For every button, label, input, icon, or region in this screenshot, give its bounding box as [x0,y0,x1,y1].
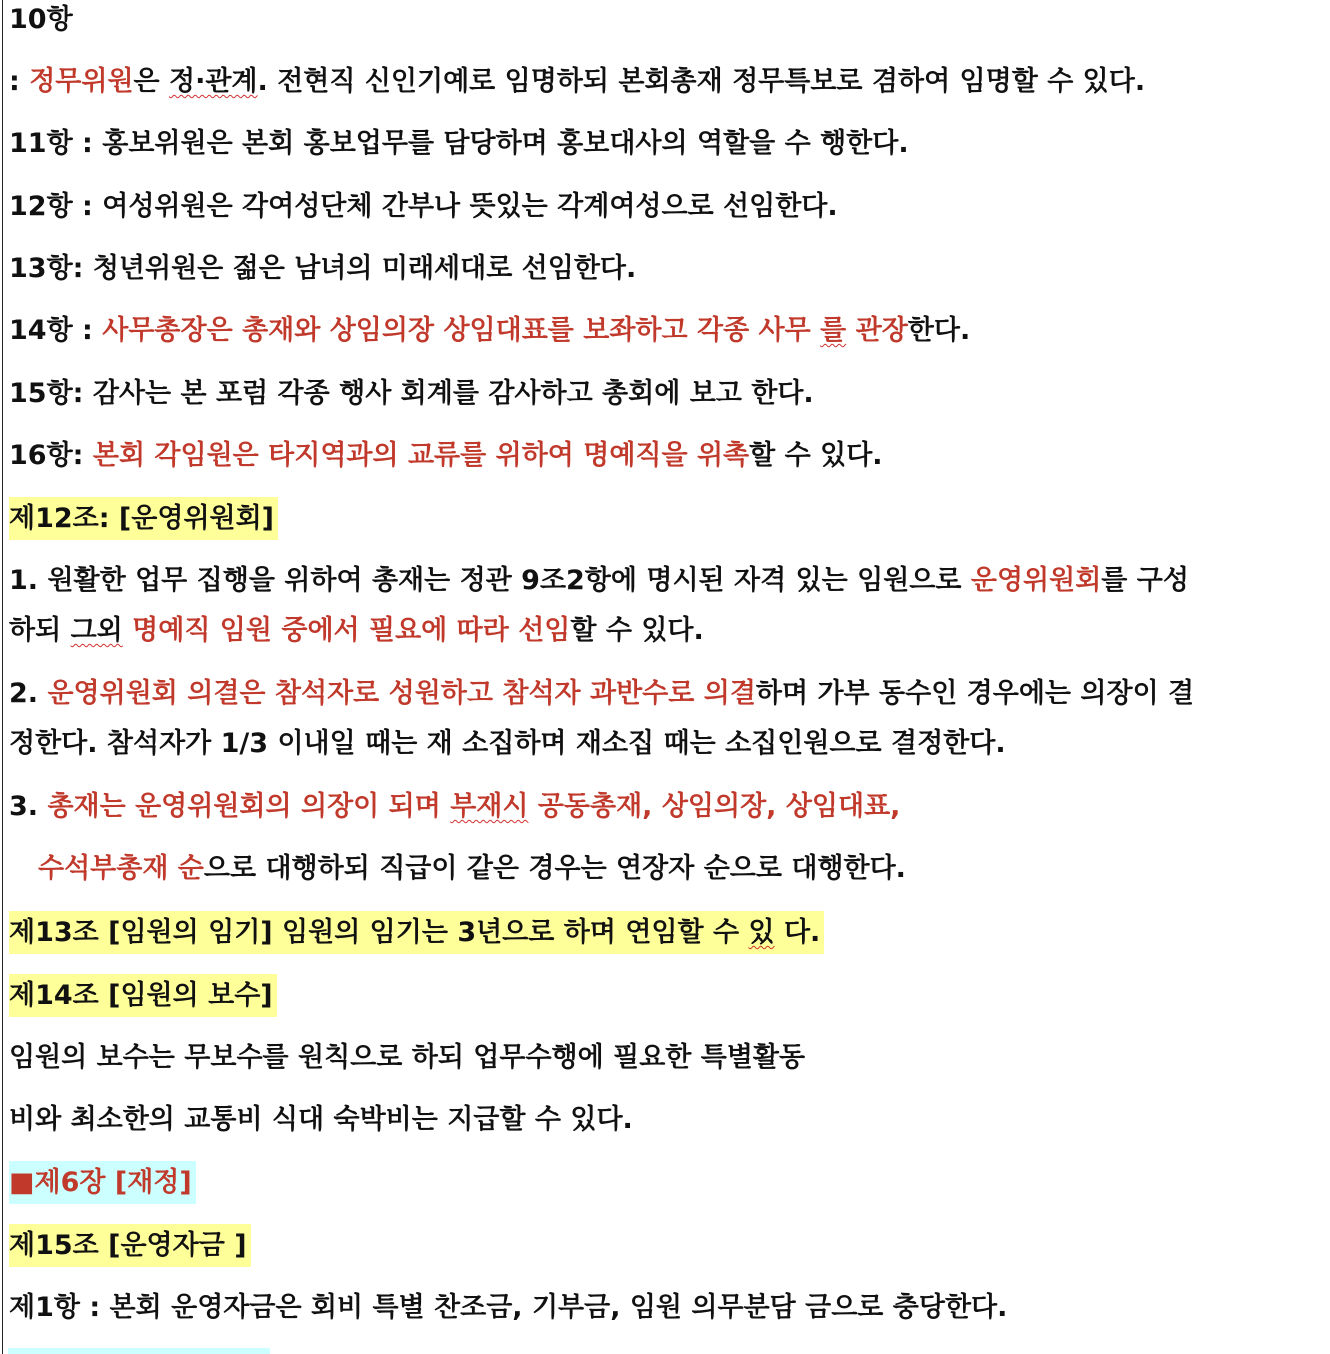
article-14-heading: 제14조 [임원의 보수] [9,976,277,1016]
article-12-item-3-line-1: 3. 총재는 운영위원회의 의장이 되며 부재시 공동총재, 상임의장, 상임대표, [9,791,901,822]
clause-15-text: 15항: 감사는 본 포럼 각종 행사 회계를 감사하고 총회에 보고 한다. [9,378,814,409]
next-heading-highlight-fragment [8,1348,270,1354]
article-15-heading: 제15조 [운영자금 ] [9,1226,251,1266]
clause-10-heading: 10항 [9,4,73,35]
chapter-6-heading: ■제6장 [재정] [9,1163,196,1203]
clause-12-text: 12항 : 여성위원은 각여성단체 간부나 뜻있는 각계여성으로 선임한다. [9,191,838,222]
square-bullet-icon: ■ [9,1167,35,1198]
clause-13-text: 13항: 청년위원은 젊은 남녀의 미래세대로 선임한다. [9,253,637,284]
left-margin-rule [2,0,3,1354]
article-12-item-2-line-2: 정한다. 참석자가 1/3 이내일 때는 재 소집하며 재소집 때는 소집인원으로 결정한다. [9,728,1006,759]
spellcheck-mark: 부재시 [450,791,529,822]
article-13-text: 제13조 [임원의 임기] 임원의 임기는 3년으로 하며 연임할 수 있 다. [9,913,824,953]
clause-14-text: 14항 : 사무총장은 총재와 상임의장 상임대표를 보좌하고 각종 사무 를 관장한다. [9,315,971,346]
article-14-text-line-1: 임원의 보수는 무보수를 원칙으로 하되 업무수행에 필요한 특별활동 [9,1042,806,1073]
clause-10-text: : 정무위원은 정·관계. 전현직 신인기예로 임명하되 본회총재 정무특보로 겸하여 임명할 수 있다. [9,66,1146,97]
clause-11-text: 11항 : 홍보위원은 본회 홍보업무를 담당하며 홍보대사의 역할을 수 행한다. [9,128,909,159]
spellcheck-mark: 있 [748,917,775,948]
spellcheck-mark: 를 [820,315,847,346]
article-12-item-1-line-2: 하되 그외 명예직 임원 중에서 필요에 따라 선임할 수 있다. [9,615,704,646]
spellcheck-mark: 정·관계 [169,66,258,97]
article-14-text-line-2: 비와 최소한의 교통비 식대 숙박비는 지급할 수 있다. [9,1104,633,1135]
clause-16-text: 16항: 본회 각임원은 타지역과의 교류를 위하여 명예직을 위촉할 수 있다. [9,440,883,471]
article-12-item-3-line-2: 수석부총재 순으로 대행하되 직급이 같은 경우는 연장자 순으로 대행한다. [38,853,906,884]
article-12-item-1-line-1: 1. 원활한 업무 집행을 위하여 총재는 정관 9조2항에 명시된 자격 있는 임원으로 운영위원회를 구성 [9,565,1189,596]
article-12-heading: 제12조: [운영위원회] [9,499,278,539]
article-12-item-2-line-1: 2. 운영위원회 의결은 참석자로 성원하고 참석자 과반수로 의결하며 가부 동수인 경우에는 의장이 결 [9,678,1195,709]
spellcheck-mark: 그외 [70,615,123,646]
article-15-clause-1: 제1항 : 본회 운영자금은 회비 특별 찬조금, 기부금, 임원 의무분담 금으로 충당한다. [9,1292,1008,1323]
